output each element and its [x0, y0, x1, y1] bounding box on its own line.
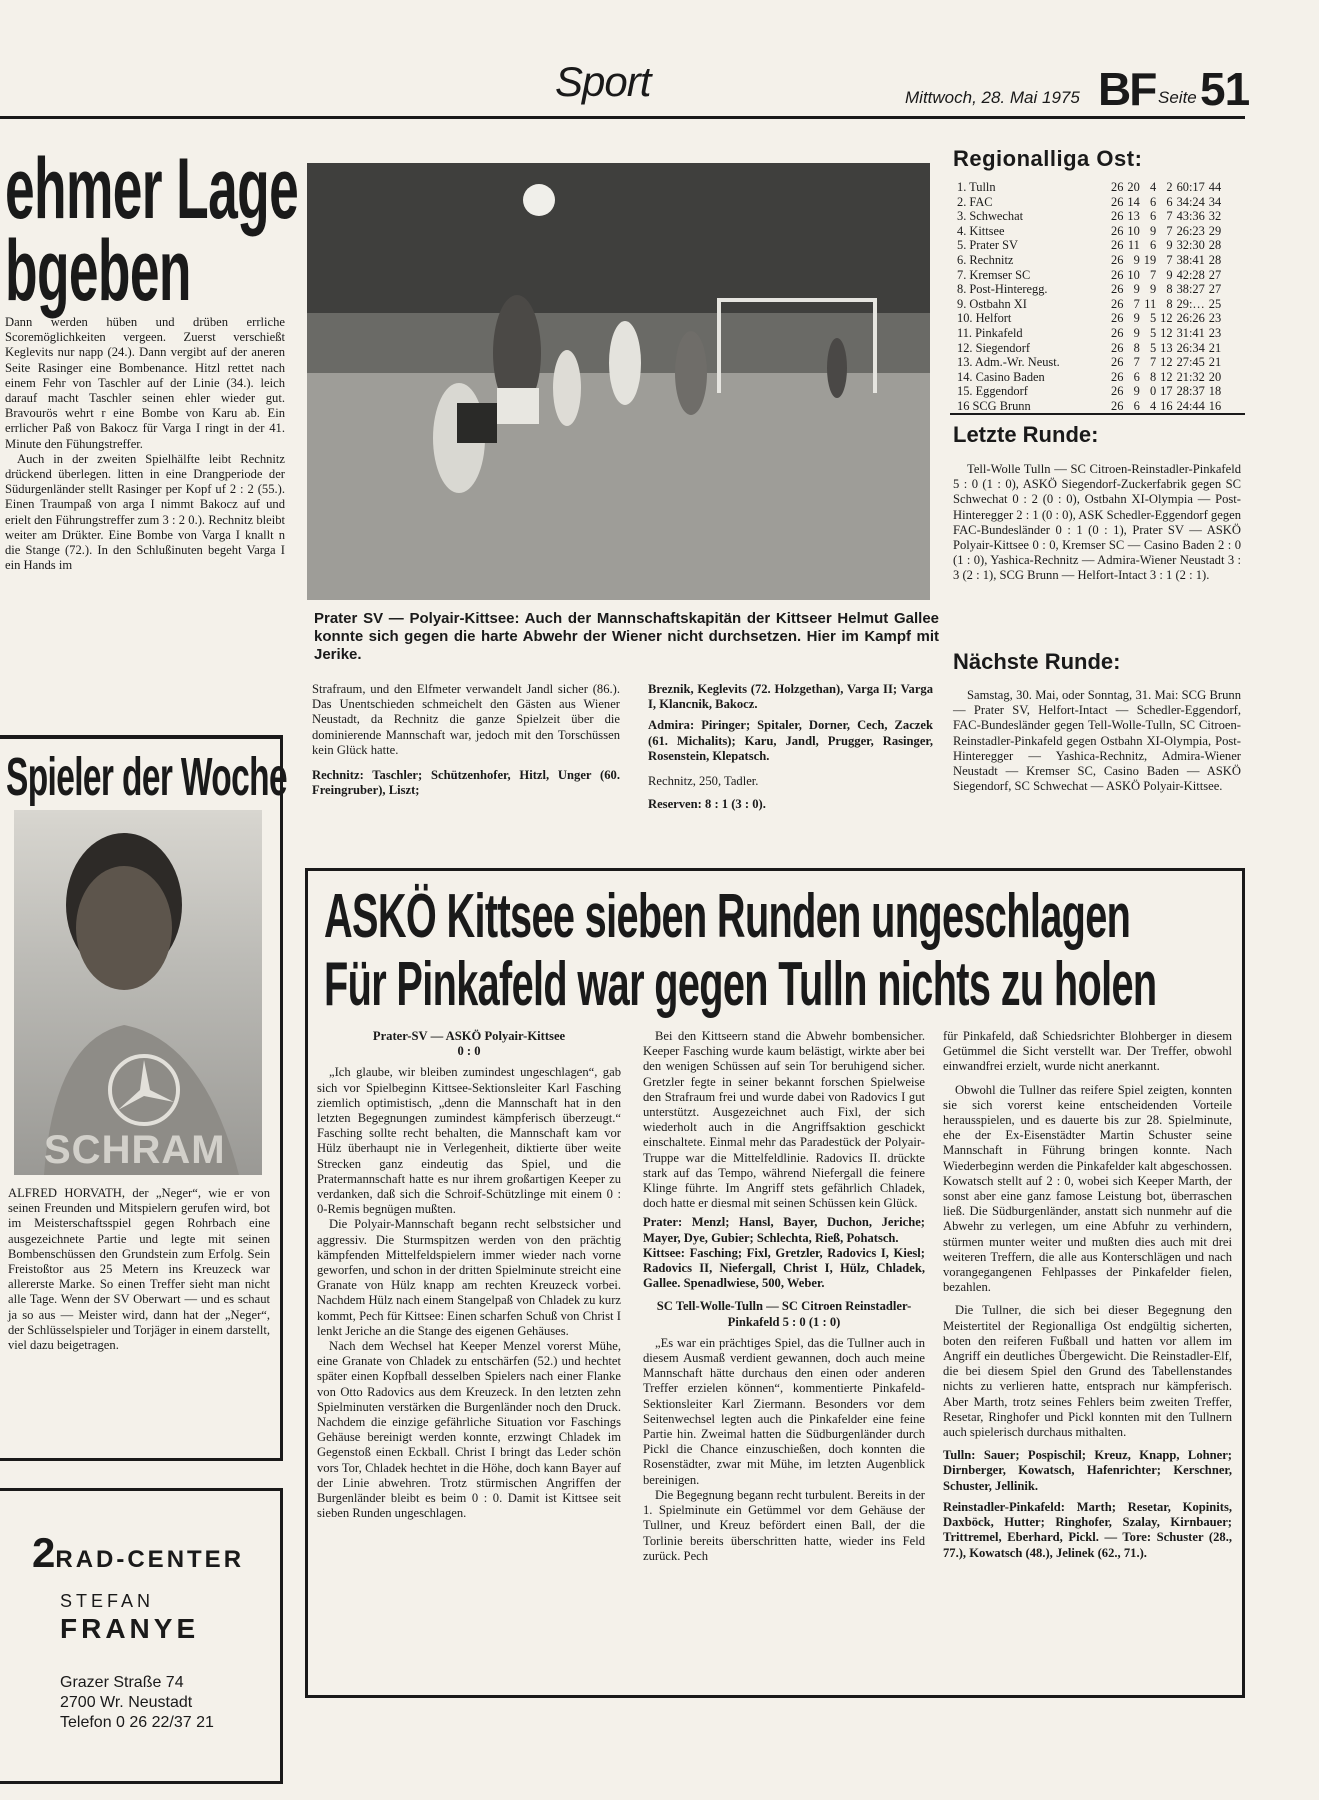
league-stat: 31:41 — [1176, 325, 1205, 340]
league-stat: 5 — [1149, 340, 1157, 355]
league-stat: 23 — [1208, 311, 1222, 326]
match1-score: 0 : 0 — [457, 1044, 481, 1059]
league-row — [955, 370, 1223, 385]
league-row — [955, 224, 1223, 239]
lineup-kittsee: Kittsee: Fasching; Fixl, Gretzler, Radovics I, Kiesl; Radovics II, Niefergall, Christ I, Hülz, Chladek, Gallee. Spenadlwiese, 500, Weber. — [643, 1245, 925, 1291]
league-stat: 4 — [1149, 180, 1157, 194]
league-row — [955, 399, 1223, 414]
next-round-text: Samstag, 30. Mai, oder Sonntag, 31. Mai: SCG Brunn — Prater SV, Helfort-Intact — Schedler-Eggendorf, FAC-Bundesländer gegen Tell-Wolle-Tulln, SC Citroen-Reinstadler-Pinkafeld gegen Ostbahn XI-Olympia, Post-Hinteregger — Yashica-Rechnitz, Admira-Wiener Neustadt — Kremser SC, Casino Baden — ASKÖ Siegendorf, SC Schwechat — ASKÖ Polyair-Kittsee. — [953, 688, 1241, 794]
left-paragraph: Dann werden hüben und drüben errliche Scoremöglichkeiten vergeen. Zuerst verschießt Keglevits nur napp (24.). Dann vergibt auf der aneren Seite Rasinger eine Bombenance. Hitzl rettet nach einem Fehr von Taschler auf der Linie (34.). leich darauf macht Taschler seinen ehler wieder gut. Bravourös wehrt r eine Bombe von Karu ab. Ein errlicher Paß von Bakocz für Varga I ringt in der 41. Minute den Fühungstreffer. — [5, 315, 285, 451]
league-stat: 28:37 — [1176, 384, 1205, 399]
player-of-week-title: Spieler der Woche — [6, 747, 287, 807]
last-round-text: Tell-Wolle Tulln — SC Citroen-Reinstadler-Pinkafeld 5 : 0 (1 : 0), ASKÖ Siegendorf-Zuckerfabrik gegen SC Schwechat 0 : 2 (0 : 0), Ostbahn XI-Olympia — Post-Hinteregger 2 : 1 (0 : 0), ASK Schedler-Eggendorf gegen FAC-Bundesländer 0 : 1 (0 : 1), Prater SV — ASKÖ Polyair-Kittsee 0 : 0, Kremser SC — Casino Baden 2 : 0 (1 : 0), Yashica-Rechnitz — Admira-Wiener Neustadt 3 : 3 (2 : 1), SCG Brunn — Helfort-Intact 3 : 1 (2 : 1). — [953, 462, 1241, 583]
league-stat: 13 — [1127, 209, 1140, 224]
league-stat: 27 — [1208, 282, 1222, 297]
league-stat: 5 — [1149, 325, 1157, 340]
league-stat: 34 — [1208, 194, 1222, 209]
league-stat: 20 — [1208, 369, 1222, 384]
league-stat: 12 — [1160, 369, 1173, 384]
league-team: 10. Helfort — [957, 311, 1012, 326]
match1-heading: Prater-SV — ASKÖ Polyair-Kittsee — [372, 1029, 566, 1043]
league-stat: 6 — [1133, 398, 1140, 413]
league-stat: 32:30 — [1176, 238, 1205, 253]
league-stat: 43:36 — [1176, 209, 1205, 224]
match-venue: Rechnitz, 250, Tadler. — [648, 774, 759, 789]
lineup-prater: Prater: Menzl; Hansl, Bayer, Duchon, Jeriche; Mayer, Dye, Gubier; Schlechta, Rieß, Pohatsch. — [643, 1215, 925, 1245]
league-stat: 7 — [1166, 223, 1173, 238]
main-paragraph: Obwohl die Tullner das reifere Spiel zeigten, konnten sie sich vorerst keine entscheidenden Vorteile herausspielen, und es dauerte bis zur 28. Spielminute, ehe der Ex-Eisenstädter Martin Schuster seine Mannschaft in Führung bringen konnte. Nach Wiederbeginn werden die Pinkafelder kalt abgeschossen. Kowatsch stellt auf 2 : 0, wobei sich Keeper Marth, der sonst aber eine ganz famose Leistung bot, überraschen ließ. Die Südburgenländer, anstatt sich nunmehr auf die Abwehr zu verlegen, um eine Abfuhr zu verhindern, stürmen munter weiter und mußten dies auch mit drei weiteren Treffern, die alle aus Konterschlägen und nach vorangegangenen Fehlpasses der Pinkafelder fielen, bezahlen. — [943, 1082, 1232, 1295]
league-title: Regionalliga Ost: — [953, 146, 1143, 171]
player-caption: ALFRED HORVATH, der „Neger“, wie er von seinen Freunden und Mitspielern gerufen wird, bot im Meisterschaftsspiel gegen Rohrbach eine ausgezeichnete Partie und legte mit seinen Bombenschüssen den Grundstein zum Erfolg. Sein Freistoßtor aus 25 Metern ins Kreuzeck war allererste Marke. So einen Treffer sieht man nicht alle Tage. Wenn der SV Oberwart — und es schaut ja so aus — Meister wird, dann hat der „Neger“, der Schlüsselspieler und Torjäger in einem darstellt, viel dazu beigetragen. — [8, 1186, 270, 1353]
league-stat: 23 — [1208, 325, 1222, 340]
next-round-title: Nächste Runde: — [953, 649, 1121, 674]
league-stat: 26 — [1111, 311, 1124, 326]
league-stat: 11 — [1144, 296, 1157, 311]
main-col3 — [943, 1029, 1232, 1561]
player-photo — [14, 810, 262, 1175]
main-article-box — [305, 868, 1245, 1698]
league-stat: 12 — [1160, 355, 1173, 370]
league-stat: 26 — [1111, 340, 1124, 355]
main-paragraph: Die Tullner, die sich bei dieser Begegnung den Meistertitel der Regionalliga Ost endgültig sicherten, boten den reiferen Fußball und hatten vor allem im Angriff ein deutliches Übergewicht. Die Reinstadler-Elf, die bei diesem Spiel den Grund des Tabellenstandes nichts zu verlieren hatte, entsprach nur kämpferisch. Aber Marth, trotz seines Fehlers beim zweiten Treffer, Resetar, Ringhofer und Pickl konnten mit den Tullnern auch spielerisch durchaus mithalten. — [943, 1303, 1232, 1440]
section-title: Sport — [555, 58, 651, 105]
last-round-title: Letzte Runde: — [953, 422, 1099, 447]
league-stat: 6 — [1133, 369, 1140, 384]
shirt-sponsor-text: SCHRAM — [44, 1128, 226, 1172]
league-stat: 26:26 — [1176, 311, 1205, 326]
league-stat: 0 — [1149, 384, 1157, 399]
main-paragraph: Nach dem Wechsel hat Keeper Menzel vorerst Mühe, eine Granate von Chladek zu entschärfen (52.) und hechtet später einen Kopfball desselben Spielers nach einer Flanke von Otto Radovics aus dem Kreuzeck. In den letzten zehn Spielminuten verstärken die Burgenländer noch den Druck. Nachdem die einzige gefährliche Situation vor Faschings Gehäuse bereinigt werden konnte, erzwingt Chladek im Gegenstoß einen Eckball. Christ I bringt das Leder schön vors Tor, Chladek hechtet in die Höhe, doch kann Bayer auf der Linie abwehren. Trotz stürmischen Angriffen der Burgenländer bleibt es beim 0 : 0. Damit ist Kittsee seit sieben Runden ungeschlagen. — [317, 1339, 621, 1521]
page-number: 51 — [1200, 63, 1250, 115]
ad-phone: Telefon 0 26 22/37 21 — [60, 1714, 214, 1731]
league-team: 12. Siegendorf — [957, 340, 1030, 355]
league-team: 5. Prater SV — [957, 238, 1018, 253]
league-stat: 10 — [1127, 267, 1140, 282]
league-stat: 29:… — [1176, 296, 1205, 311]
ad-title-number: 2 — [32, 1529, 56, 1576]
league-stat: 7 — [1166, 252, 1173, 267]
league-stat: 44 — [1208, 180, 1222, 194]
league-team: 9. Ostbahn XI — [957, 296, 1027, 311]
league-stat: 10 — [1127, 223, 1140, 238]
league-stat: 9 — [1133, 282, 1140, 297]
league-stat: 26 — [1111, 282, 1124, 297]
league-stat: 6 — [1149, 194, 1157, 209]
league-stat: 8 — [1133, 340, 1140, 355]
league-team: 4. Kittsee — [957, 223, 1005, 238]
league-stat: 7 — [1133, 296, 1140, 311]
league-row — [955, 341, 1223, 356]
league-stat: 7 — [1166, 209, 1173, 224]
main-paragraph: „Ich glaube, wir bleiben zumindest ungeschlagen“, gab sich vor Spielbeginn Kittsee-Sektionsleiter Karl Fasching ziemlich optimistisch, „denn die Mannschaft hat in den letzten Begegnungen zumindest kämpferisch überzeugt.“ Fasching sollte recht behalten, die Mannschaft kam vor Hülz überhaupt nie in Verlegenheit, diktierte über weite Strecken ganz eindeutig das Spiel, und die Pratermannschaft hatte es nur ihrem großartigen Keeper zu verdanken, daß sich die Schroif-Schützlinge mit einem 0 : 0-Remis begnügen mußten. — [317, 1065, 621, 1217]
league-stat: 26:34 — [1176, 340, 1205, 355]
league-team: 16 SCG Brunn — [957, 398, 1031, 413]
league-stat: 12 — [1160, 325, 1173, 340]
header-rule — [0, 116, 1245, 119]
league-stat: 11 — [1127, 238, 1140, 253]
lineup-admira: Admira: Piringer; Spitaler, Dorner, Cech, Zaczek (61. Michalits); Karu, Jandl, Prugger, Rasinger, Rosenstein, Klepatsch. — [648, 718, 933, 763]
main-headline-1: ASKÖ Kittsee sieben Runden ungeschlagen — [324, 882, 1131, 951]
league-stat: 16 — [1208, 398, 1222, 413]
ad-address-city: 2700 Wr. Neustadt — [60, 1694, 193, 1711]
main-paragraph: Die Polyair-Mannschaft begann recht selbstsicher und aggressiv. Die Sturmspitzen werden von den prächtig kämpfenden Mittelfeldspielern immer wieder nach vorne geworfen, und schon in der dritten Spielminute streicht eine Granate von Hülz knapp am rechten Kreuzeck vorbei. Nachdem Hülz nach einem Stangelpaß von Chladek zu kurz kommt, Pech für Kittsee: Einen scharfen Schuß von Christ I lenkt Jeriche an die Stange des eigenen Gehäuses. — [317, 1217, 621, 1338]
box-inner-rule — [0, 738, 280, 739]
league-stat: 38:27 — [1176, 282, 1205, 297]
league-team: 8. Post-Hinteregg. — [957, 282, 1048, 297]
league-row — [955, 180, 1223, 195]
league-stat: 7 — [1149, 355, 1157, 370]
ad-lastname: FRANYE — [60, 1613, 200, 1644]
league-stat: 26 — [1111, 252, 1124, 267]
league-stat: 26 — [1111, 180, 1124, 194]
league-stat: 60:17 — [1176, 180, 1205, 194]
league-stat: 2 — [1166, 180, 1173, 194]
lineup-rechnitz: Rechnitz: Taschler; Schützenhofer, Hitzl, Unger (60. Freingruber), Liszt; — [312, 768, 620, 798]
main-paragraph: Bei den Kittseern stand die Abwehr bombensicher. Keeper Fasching wurde kaum belästigt, wirkte aber bei den wenigen Schüssen auf sein Tor beruhigend sicher. Gretzler fegte in seiner bekannt forschen Spielweise den Strafraum frei und wurde dabei von Radovics I gut unterstützt. Ausgezeichnet auch Fixl, der sich wiederholt auch in die Angriffsaktion geschickt einschaltete. Einmal mehr das Paradestück der Polyair-Truppe war die Mittelfeldlinie. Radovics II. drückte stark auf das Tempo, während Niefergall die feinere Klinge führte. Im Angriff stets gefährlich Chladek, doch hatte er diesmal mit seinen Schüssen kein Glück. — [643, 1029, 925, 1211]
main-col1 — [317, 1029, 621, 1522]
league-stat: 26 — [1111, 355, 1124, 370]
league-stat: 32 — [1208, 209, 1222, 224]
league-row — [955, 311, 1223, 326]
league-stat: 26 — [1111, 223, 1124, 238]
league-stat: 24:44 — [1176, 398, 1205, 413]
ad-title — [32, 1529, 244, 1577]
continued-col1 — [312, 682, 620, 798]
league-table — [955, 180, 1223, 414]
league-stat: 7 — [1149, 267, 1157, 282]
league-stat: 9 — [1133, 252, 1140, 267]
lineup-pinkafeld: Reinstadler-Pinkafeld: Marth; Resetar, Kopinits, Daxböck, Hutter; Ringhofer, Szalay, Kirnbauer; Trittremel, Eberhard, Pickl. — Tore: Schuster (28., 77.), Kowatsch (48.), Jelinek (62., 71.). — [943, 1499, 1232, 1560]
player-of-week-box — [0, 735, 287, 1461]
league-row — [955, 384, 1223, 399]
ad-title-rest: RAD-CENTER — [55, 1546, 245, 1573]
lineup-tulln: Tulln: Sauer; Pospischil; Kreuz, Knapp, Lohner; Dirnberger, Kowatsch, Hafenrichter; Kerschner, Schuster, Jellinik. — [943, 1448, 1232, 1493]
match-photo — [307, 163, 930, 600]
league-team: 14. Casino Baden — [957, 369, 1045, 384]
league-table-wrap — [955, 180, 1245, 414]
league-row — [955, 282, 1223, 297]
main-paragraph: „Es war ein prächtiges Spiel, das die Tullner auch in diesem Ausmaß verdient gewannen, doch auch meine Mannschaft hätte durchaus den einen oder anderen Treffer erzielen können“, kommentierte Pinkafeld-Sektionsleiter Karl Ziermann. Besonders vor dem Seitenwechsel legten auch die Pinkafelder eine feine Partie hin. Zweimal hatten die Südburgenländer durch Pickl die Chance einzuschießen, doch konnten die Rosenstädter, zwar mit Mühe, im letzten Augenblick bereinigen. — [643, 1335, 925, 1487]
league-row — [955, 209, 1223, 224]
league-stat: 7 — [1133, 355, 1140, 370]
issue-date: Mittwoch, 28. Mai 1975 — [905, 88, 1080, 107]
league-stat: 26 — [1111, 398, 1124, 413]
league-stat: 9 — [1166, 238, 1173, 253]
left-article-body — [5, 315, 285, 573]
match-scene — [307, 163, 930, 600]
league-row — [955, 268, 1223, 283]
cont-paragraph: Strafraum, und den Elfmeter verwandelt Jandl sicher (86.). Das Unentschieden schmeichelt den Gästen aus Wiener Neustadt, da Rechnitz die ganze Spielzeit über die dominierende Mannschaft war, jedoch mit den Torschüssen kein Glück hatte. — [312, 682, 620, 757]
league-stat: 6 — [1149, 238, 1157, 253]
league-stat: 26:23 — [1176, 223, 1205, 238]
league-stat: 16 — [1160, 398, 1173, 413]
left-headline-line1: ehmer Lage — [5, 141, 299, 237]
league-stat: 9 — [1166, 267, 1173, 282]
league-team: 6. Rechnitz — [957, 252, 1014, 267]
league-stat: 8 — [1166, 296, 1173, 311]
league-row — [955, 326, 1223, 341]
league-stat: 26 — [1111, 296, 1124, 311]
league-row — [955, 238, 1223, 253]
league-team: 11. Pinkafeld — [957, 325, 1023, 340]
league-stat: 8 — [1166, 282, 1173, 297]
lineup-rechnitz-cont: Breznik, Keglevits (72. Holzgethan), Varga II; Varga I, Klancnik, Bakocz. — [648, 682, 933, 712]
left-headline-line2: bgeben — [5, 223, 191, 319]
league-stat: 13 — [1160, 340, 1173, 355]
player-portrait — [14, 810, 262, 1175]
league-stat: 38:41 — [1176, 252, 1205, 267]
left-paragraph: Auch in der zweiten Spielhälfte leibt Rechnitz drückend überlegen. litten in eine Drangperiode der Südurgenländer stellt Rasinger per Kopf uf 2 : 2 (55.). Einen Traumpaß von arga I nimmt Bakocz auf und erielt den Führungstreffer zum 3 : 2 0.). Rechnitz bleibt weiter am Drükter. Eine Bombe von Varga I knallt n die Stange (72.). In den Schlußinuten begeht Varga I ein Hands im — [5, 451, 285, 573]
league-stat: 26 — [1111, 238, 1124, 253]
league-stat: 28 — [1208, 238, 1222, 253]
league-stat: 6 — [1149, 209, 1157, 224]
league-stat: 9 — [1133, 311, 1140, 326]
league-stat: 20 — [1127, 180, 1140, 194]
league-team: 7. Kremser SC — [957, 267, 1031, 282]
league-row — [955, 355, 1223, 370]
ad-address-street: Grazer Straße 74 — [60, 1674, 184, 1691]
league-stat: 27:45 — [1176, 355, 1205, 370]
match2-heading: SC Tell-Wolle-Tulln — SC Citroen Reinstadler-Pinkafeld 5 : 0 (1 : 0) — [656, 1299, 912, 1329]
main-col2 — [643, 1029, 925, 1564]
league-stat: 26 — [1111, 369, 1124, 384]
league-team: 2. FAC — [957, 194, 993, 209]
newspaper-logo: BF — [1098, 63, 1156, 115]
league-stat: 18 — [1208, 384, 1222, 399]
page-label: Seite — [1158, 88, 1197, 107]
main-paragraph: für Pinkafeld, daß Schiedsrichter Blohberger in diesem Getümmel die Sicht verstellt war. Der Treffer, obwohl einwandfrei erzielt, wurde nicht anerkannt. — [943, 1029, 1232, 1074]
league-stat: 26 — [1111, 194, 1124, 209]
league-stat: 27 — [1208, 267, 1222, 282]
league-stat: 21:32 — [1176, 369, 1205, 384]
league-team: 1. Tulln — [957, 180, 996, 194]
league-stat: 25 — [1208, 296, 1222, 311]
league-stat: 9 — [1133, 325, 1140, 340]
league-row — [955, 297, 1223, 312]
sidebar-rule-1 — [950, 413, 1245, 415]
league-stat: 26 — [1111, 325, 1124, 340]
league-stat: 34:24 — [1176, 194, 1205, 209]
league-team: 13. Adm.-Wr. Neust. — [957, 355, 1060, 370]
continued-col2 — [648, 682, 933, 812]
league-row — [955, 253, 1223, 268]
reserves-result: Reserven: 8 : 1 (3 : 0). — [648, 797, 766, 812]
league-stat: 26 — [1111, 267, 1124, 282]
league-stat: 28 — [1208, 252, 1222, 267]
league-team: 3. Schwechat — [957, 209, 1024, 224]
league-stat: 9 — [1133, 384, 1140, 399]
league-stat: 26 — [1111, 209, 1124, 224]
ad-firstname: STEFAN — [60, 1591, 155, 1611]
league-stat: 17 — [1160, 384, 1173, 399]
league-row — [955, 195, 1223, 210]
league-team: 15. Eggendorf — [957, 384, 1028, 399]
photo-caption: Prater SV — Polyair-Kittsee: Auch der Mannschaftskapitän der Kittseer Helmut Gallee konnte sich gegen die harte Abwehr der Wiener nicht durchsetzen. Hier im Kampf mit Jerike. — [314, 610, 939, 663]
league-stat: 6 — [1166, 194, 1173, 209]
league-stat: 8 — [1149, 369, 1157, 384]
league-stat: 14 — [1127, 194, 1140, 209]
league-stat: 9 — [1149, 223, 1157, 238]
league-stat: 9 — [1149, 282, 1157, 297]
league-stat: 21 — [1208, 340, 1222, 355]
league-stat: 42:28 — [1176, 267, 1205, 282]
advertisement-box — [0, 1488, 283, 1784]
league-stat: 21 — [1208, 355, 1222, 370]
league-stat: 5 — [1149, 311, 1157, 326]
league-stat: 26 — [1111, 384, 1124, 399]
league-stat: 4 — [1149, 398, 1157, 413]
main-headline-2: Für Pinkafeld war gegen Tulln nichts zu holen — [324, 950, 1157, 1019]
league-stat: 12 — [1160, 311, 1173, 326]
league-stat: 29 — [1208, 223, 1222, 238]
league-stat: 19 — [1143, 252, 1157, 267]
main-paragraph: Die Begegnung begann recht turbulent. Bereits in der 1. Spielminute ein Getümmel vor dem Gehäuse der Tullner, und Kreuz befördert einen Ball, der die Torlinie bereits überschritten hatte, wieder ins Feld zurück. Pech — [643, 1487, 925, 1563]
